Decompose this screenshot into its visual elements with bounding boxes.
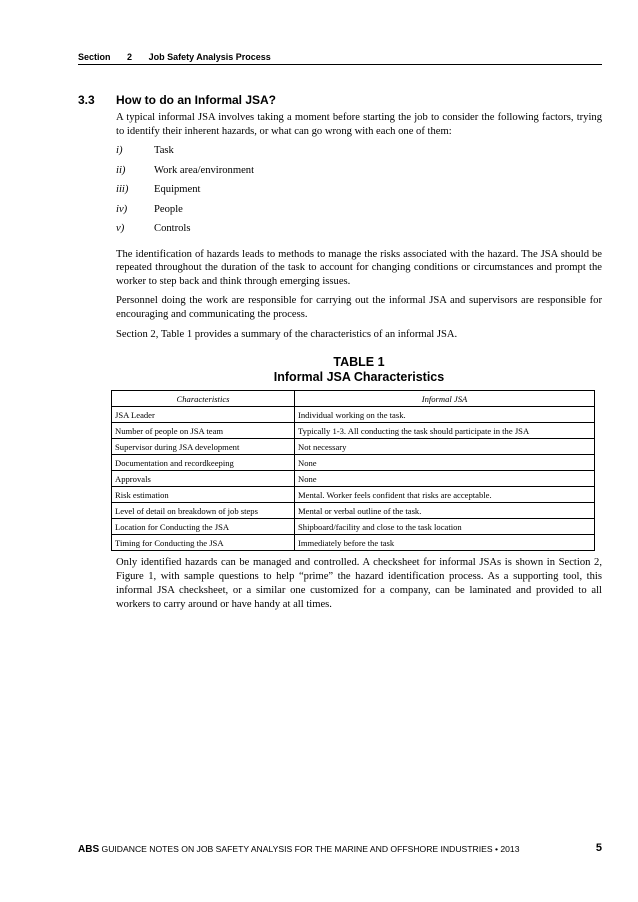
- table-label: TABLE 1: [333, 355, 385, 369]
- list-item: [116, 144, 602, 164]
- table-title: Informal JSA Characteristics: [273, 370, 445, 384]
- list-text: Equipment: [154, 184, 201, 196]
- footer-text: GUIDANCE NOTES ON JOB SAFETY ANALYSIS FOR THE MARINE AND OFFSHORE INDUSTRIES • 2013: [101, 844, 520, 854]
- table-cell: Supervisor during JSA development: [112, 439, 295, 455]
- list-numeral: v): [116, 223, 125, 235]
- list-numeral: i): [116, 145, 123, 157]
- table-row: [112, 535, 595, 551]
- table-cell: Not necessary: [295, 439, 595, 455]
- table-caption: [116, 355, 602, 385]
- list-item: [116, 183, 602, 203]
- list-text: Controls: [154, 223, 191, 235]
- table-cell: Number of people on JSA team: [112, 423, 295, 439]
- list-item: [116, 164, 602, 184]
- table-cell: None: [295, 471, 595, 487]
- table-cell: Individual working on the task.: [295, 407, 595, 423]
- column-header-informal-jsa: Informal JSA: [295, 391, 595, 407]
- table-row: [112, 487, 595, 503]
- hazard-paragraph: The identification of hazards leads to methods to manage the risks associated with the hazard. The JSA should be repeated throughout the duration of the task to account for changing conditions or circumstances and prompt the worker to step back and think through emerging issues.: [116, 248, 602, 287]
- summary-paragraph: Section 2, Table 1 provides a summary of the characteristics of an informal JSA.: [116, 328, 458, 340]
- list-text: Task: [154, 145, 174, 157]
- table-row: [112, 423, 595, 439]
- table-row: [112, 407, 595, 423]
- list-numeral: iv): [116, 203, 128, 215]
- header-section-word: Section: [78, 52, 111, 62]
- list-numeral: ii): [116, 164, 126, 176]
- header-section-number: 2: [127, 52, 133, 62]
- header-section-title: Job Safety Analysis Process: [148, 52, 271, 62]
- list-text: Work area/environment: [154, 164, 255, 176]
- list-numeral: iii): [116, 184, 129, 196]
- section-number: 3.3: [78, 93, 95, 107]
- section-body: [116, 111, 602, 347]
- section-title: How to do an Informal JSA?: [116, 93, 277, 107]
- running-header: [78, 52, 602, 65]
- page-footer: [78, 843, 602, 856]
- footer-brand-logo: ABS: [78, 844, 100, 855]
- table-cell: Risk estimation: [112, 487, 295, 503]
- after-table-text: [116, 556, 602, 612]
- checksheet-paragraph: Only identified hazards can be managed and controlled. A checksheet for informal JSAs is shown in Section 2, Figure 1, with sample questions to help “prime” the hazard identification process. As a supporting tool, this informal JSA checksheet, or a similar one customized for a company, can be laminated and provided to all workers to carry around or have handy at all times.: [116, 557, 602, 610]
- table-cell: Mental. Worker feels confident that risks are acceptable.: [295, 487, 595, 503]
- section-heading: [78, 93, 602, 107]
- table-row: [112, 471, 595, 487]
- table-row: [112, 455, 595, 471]
- characteristics-table: [111, 390, 595, 551]
- personnel-paragraph: Personnel doing the work are responsible for carrying out the informal JSA and supervisors are responsible for encouraging and communicating the process.: [116, 295, 602, 321]
- column-header-characteristics: Characteristics: [112, 391, 295, 407]
- table-cell: Immediately before the task: [295, 535, 595, 551]
- list-text: People: [154, 203, 183, 215]
- factor-list: [116, 144, 602, 242]
- list-item: [116, 222, 602, 242]
- table-row: [112, 439, 595, 455]
- table-cell: Location for Conducting the JSA: [112, 519, 295, 535]
- intro-paragraph: A typical informal JSA involves taking a moment before starting the job to consider the following factors, trying to identify their inherent hazards, or what can go wrong with each one of them:: [116, 112, 602, 137]
- table-cell: None: [295, 455, 595, 471]
- table-cell: JSA Leader: [112, 407, 295, 423]
- table-cell: Typically 1-3. All conducting the task should participate in the JSA: [295, 423, 595, 439]
- table-row: [112, 519, 595, 535]
- table-cell: Documentation and recordkeeping: [112, 455, 295, 471]
- page-number: 5: [595, 842, 602, 854]
- table-cell: Level of detail on breakdown of job steps: [112, 503, 295, 519]
- table-header-row: [112, 391, 595, 407]
- table-cell: Mental or verbal outline of the task.: [295, 503, 595, 519]
- table-cell: Shipboard/facility and close to the task location: [295, 519, 595, 535]
- table-cell: Approvals: [112, 471, 295, 487]
- table-row: [112, 503, 595, 519]
- list-item: [116, 203, 602, 223]
- table-cell: Timing for Conducting the JSA: [112, 535, 295, 551]
